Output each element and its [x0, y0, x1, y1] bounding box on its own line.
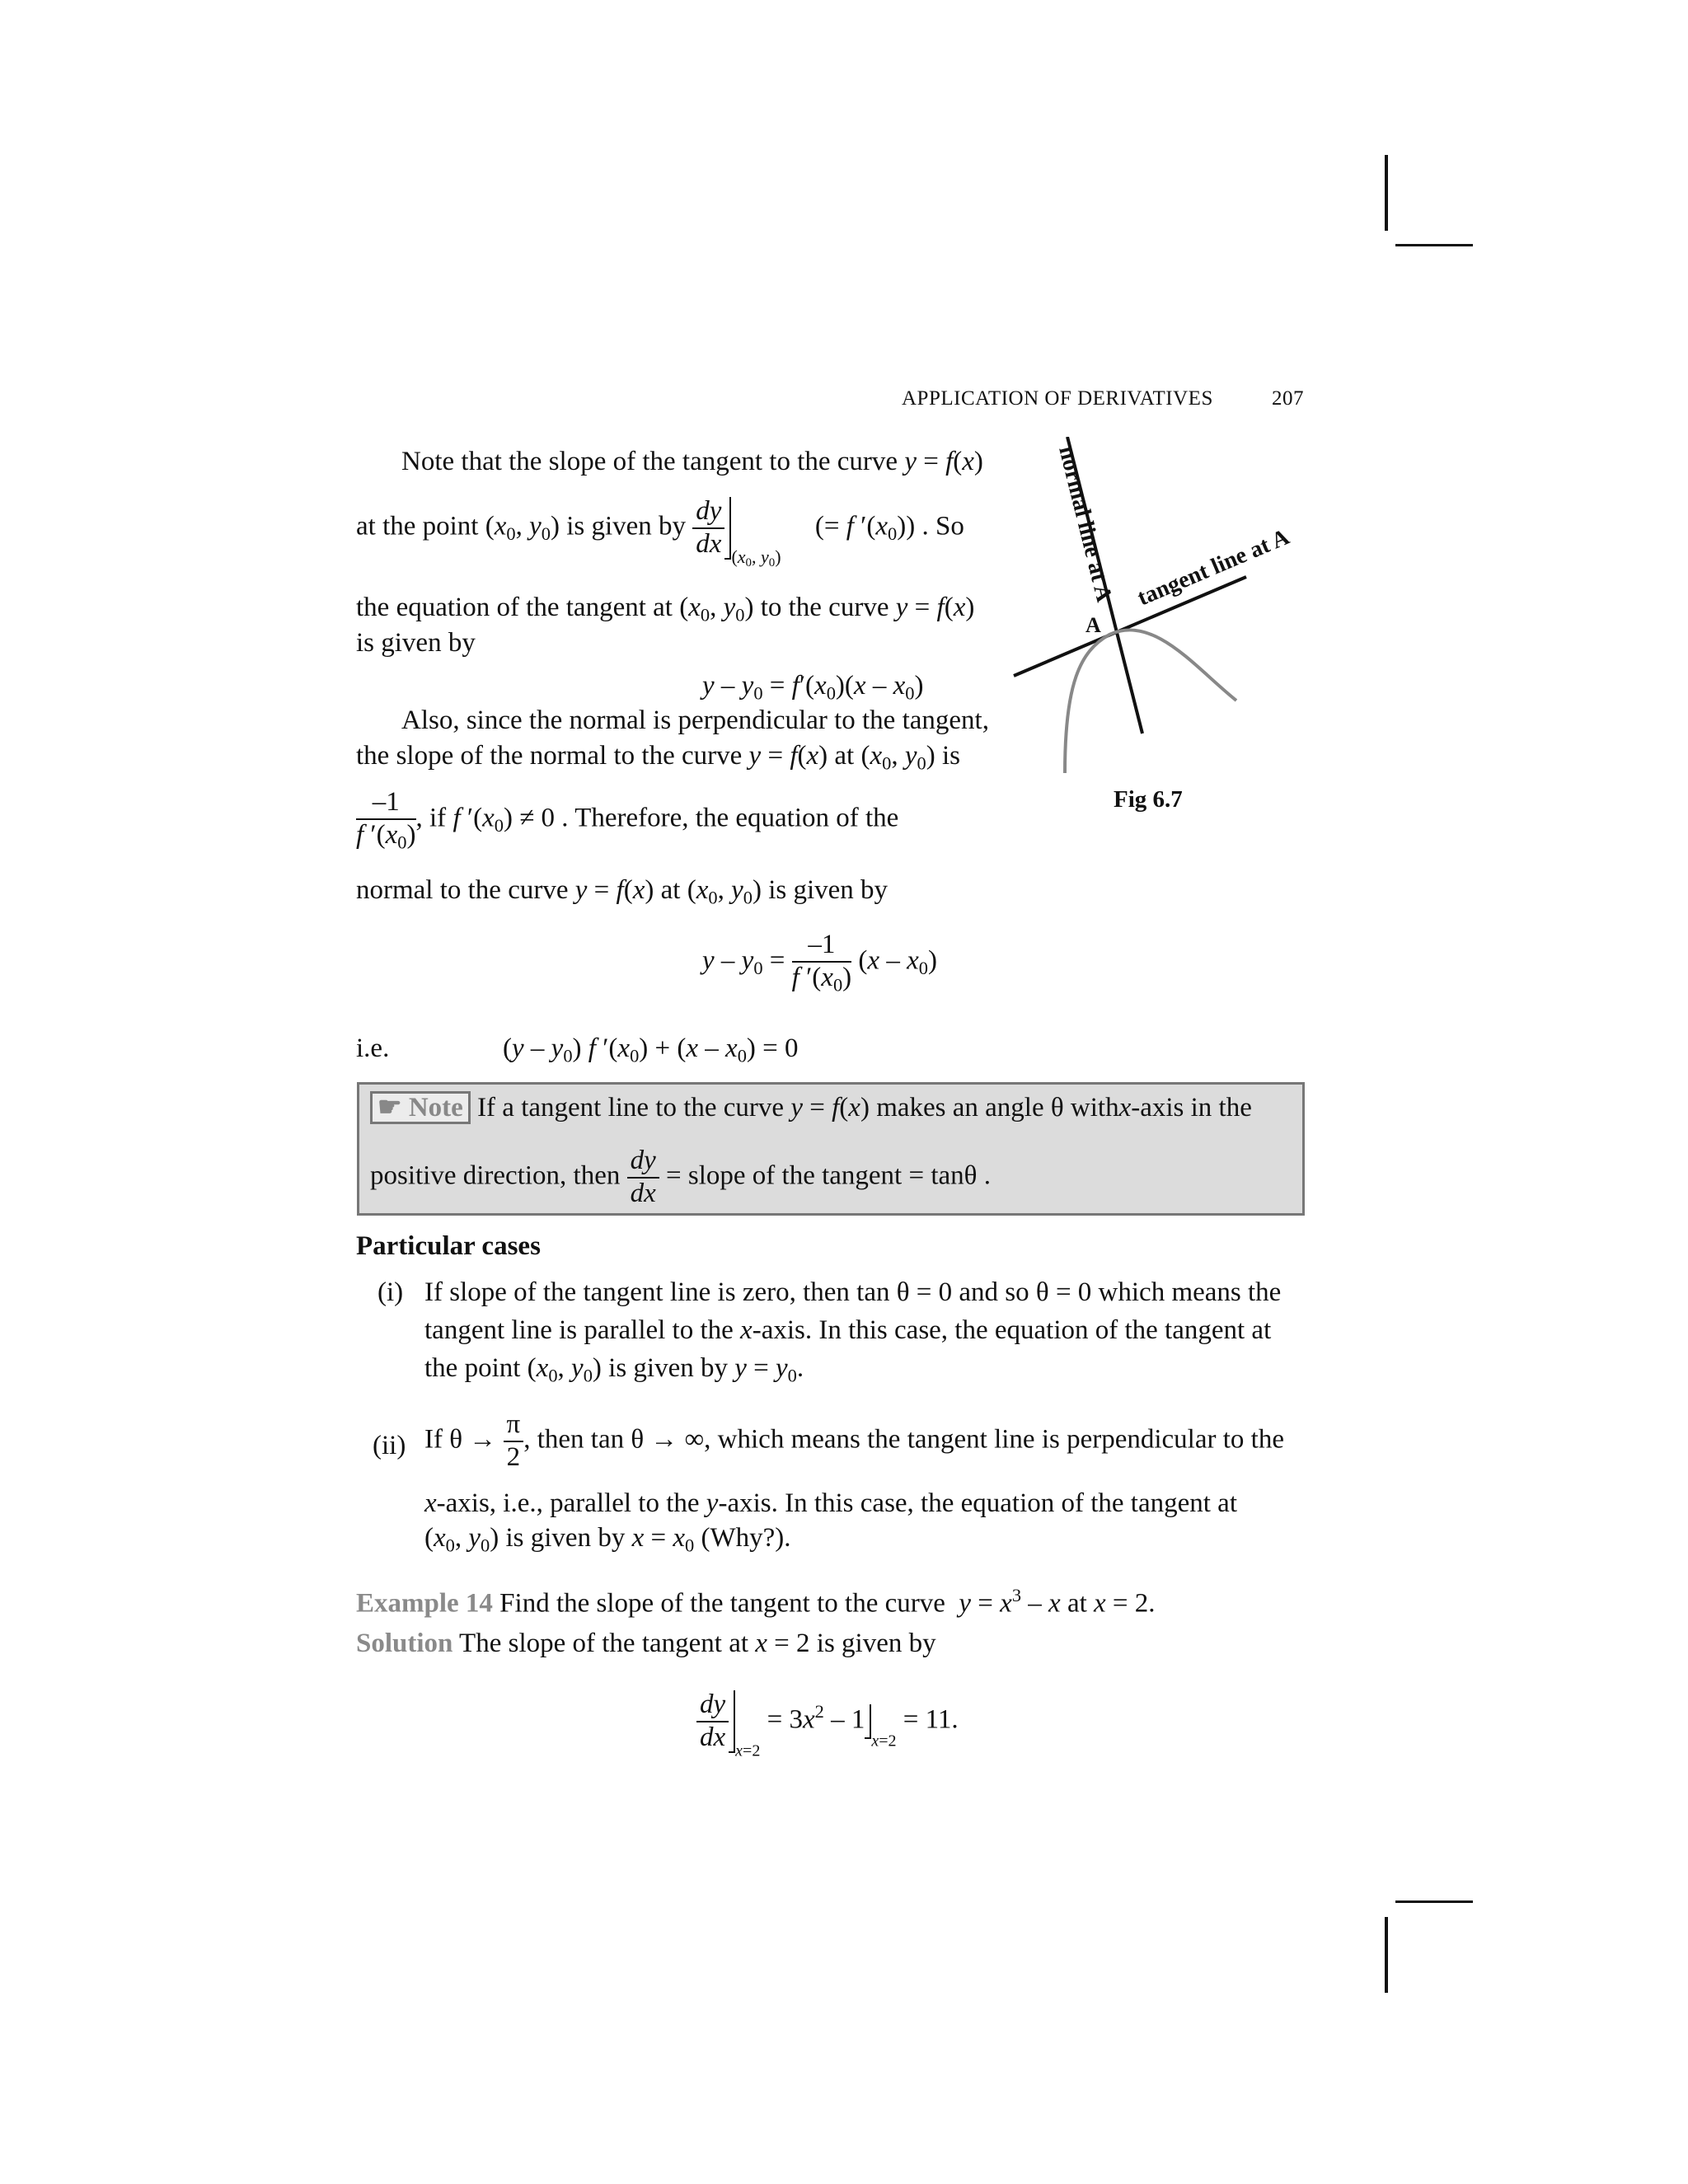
paragraph-line-3: the equation of the tangent at ($x_0$, $y_0$) to the curve y = f(x): [356, 593, 975, 626]
case-ii-line-1: If θ → $\frac{\pi}{2}$ , then tan θ → ∞, which means the tangent line is perpendicular to the: [424, 1409, 1284, 1472]
example-14: Example 14 Find the slope of the tangent to the curve $y = x^3 - x$ at x = 2.: [356, 1585, 1156, 1619]
note-line-2: positive direction, then $\frac{dy}{dx}$ = slope of the tangent = tanθ .: [370, 1146, 991, 1208]
case-i-label: (i): [377, 1277, 404, 1307]
tangent-line-label: tangent line at A: [1133, 524, 1293, 612]
case-ii-line-2: x-axis, i.e., parallel to the y-axis. In this case, the equation of the tangent at: [424, 1488, 1237, 1518]
crop-mark-top-vertical: [1385, 155, 1388, 231]
crop-mark-top-horizontal: [1395, 244, 1473, 246]
page-number: 207: [1272, 387, 1304, 410]
paragraph-line-4: is given by: [356, 628, 476, 658]
paragraph-line-1: Note that the slope of the tangent to the curve y = f(x): [401, 447, 983, 476]
note-box: [357, 1082, 1305, 1216]
case-ii-line-3: ($x_0$, $y_0$) is given by $x = x_0$ (Why?).: [424, 1523, 791, 1556]
figure-6-7: [989, 437, 1335, 816]
case-i-line-1: If slope of the tangent line is zero, then tan θ = 0 and so θ = 0 which means the: [424, 1277, 1282, 1307]
tangent-line: [1014, 577, 1246, 676]
solution-label: Solution: [356, 1629, 453, 1658]
dy-dx-fraction: $\frac{dy}{dx}$: [692, 496, 724, 560]
paragraph-line-8: normal to the curve y = f(x) at ($x_0$, $y_0$) is given by: [356, 875, 889, 908]
case-ii-label: (ii): [373, 1431, 406, 1460]
crop-mark-bottom-vertical: [1385, 1917, 1388, 1993]
tangent-equation: $y - y_0 = f'(x_0)(x - x_0)$: [702, 671, 924, 704]
note-line-1: ☛ Note If a tangent line to the curve y = f(x) makes an angle θ withx-axis in the: [370, 1090, 1252, 1126]
example-label: Example 14: [356, 1588, 493, 1619]
curve: [1065, 630, 1236, 773]
running-title: APPLICATION OF DERIVATIVES: [902, 387, 1213, 410]
negative-reciprocal-fraction: $\frac{-1}{f '(x_0)}$: [356, 787, 416, 853]
solution-line: Solution The slope of the tangent at x = 2 is given by: [356, 1629, 936, 1658]
note-tag: ☛ Note: [370, 1091, 471, 1124]
figure-caption: Fig 6.7: [1114, 786, 1183, 813]
paragraph-line-6: the slope of the normal to the curve y = f(x) at ($x_0$, $y_0$) is: [356, 741, 960, 774]
paragraph-line-2: at the point ($x_0$, $y_0$) is given by $\frac{dy}{dx}$ $_{(x_0, y_0)}$ (= f $'(x_0)$) . So: [356, 496, 964, 569]
crop-mark-bottom-horizontal: [1395, 1900, 1473, 1903]
paragraph-line-7: $\frac{-1}{f '(x_0)}$ , if f $'(x_0) \ne 0$ . Therefore, the equation of the: [356, 787, 899, 853]
paragraph-line-5: Also, since the normal is perpendicular to the tangent,: [401, 705, 989, 735]
solution-equation: $\frac{dy}{dx}$ $_{x=2} = 3x^2 - 1_{x=2} = 11$.: [696, 1690, 959, 1769]
particular-cases-heading: Particular cases: [356, 1231, 541, 1261]
point-a-label: A: [1085, 613, 1101, 637]
normal-equation-expanded: $(y - y_0)$ f $'(x_0) + (x - x_0) = 0$: [503, 1033, 799, 1066]
ie-label: i.e.: [356, 1033, 390, 1063]
normal-line-label: normal line at A: [1053, 443, 1118, 605]
case-i-line-3: the point ($x_0$, $y_0$) is given by $y = y_0$.: [424, 1353, 804, 1386]
case-i-line-2: tangent line is parallel to the x-axis. In this case, the equation of the tangent at: [424, 1315, 1272, 1345]
normal-equation: y – $y_0$ = $\frac{-1}{f '(x_0)}$ $(x - x_0)$: [702, 930, 937, 996]
